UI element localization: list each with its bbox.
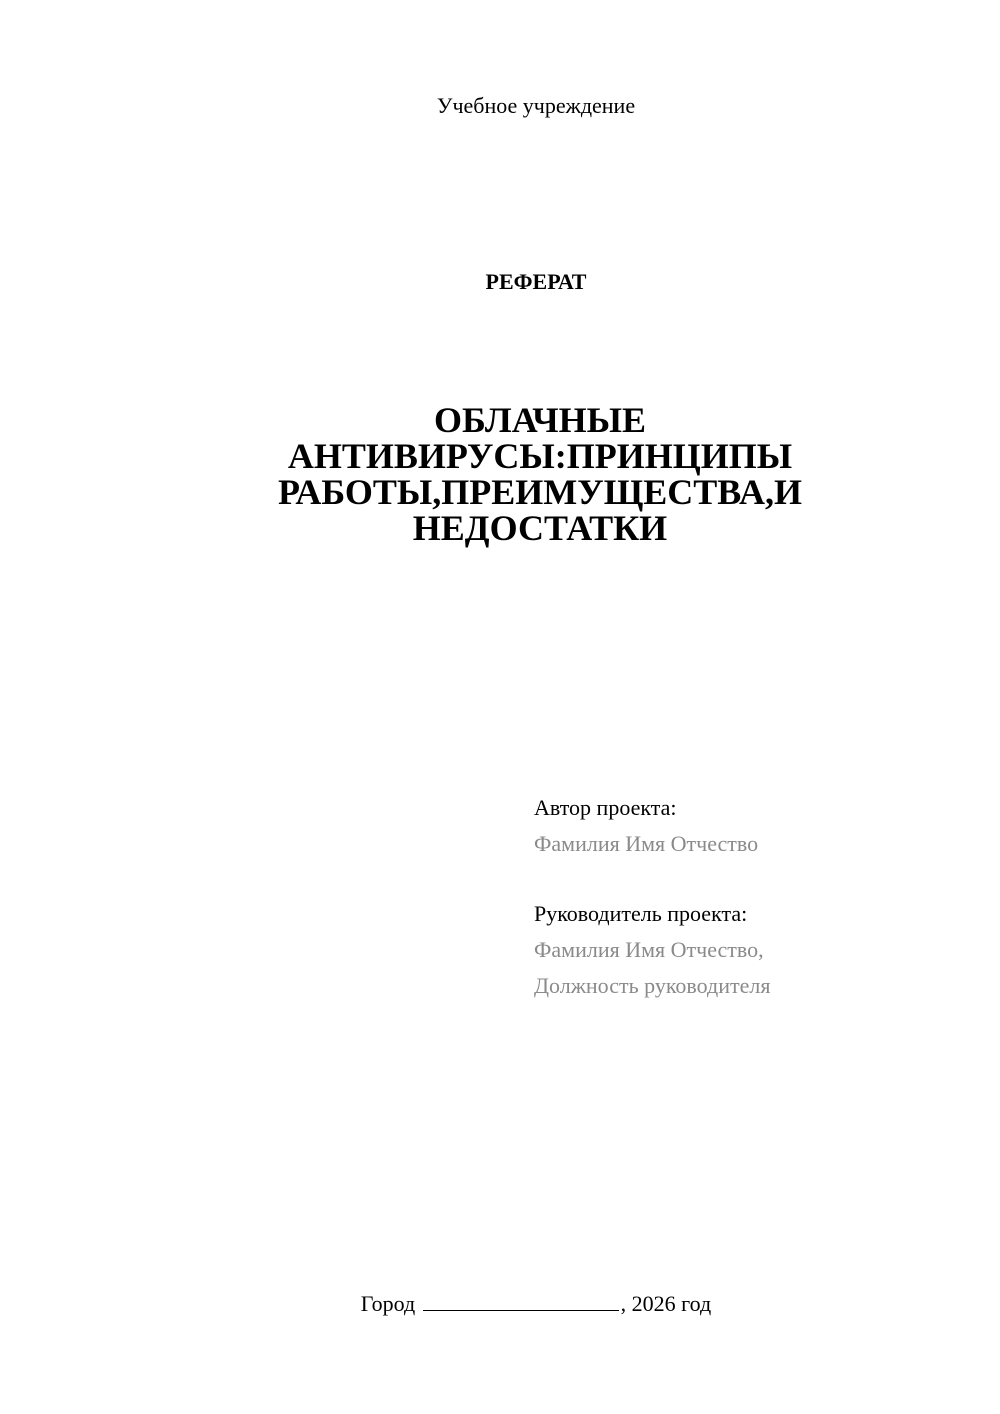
author-name: Фамилия Имя Отчество	[534, 831, 759, 856]
supervisor-name: Фамилия Имя Отчество,	[534, 937, 764, 962]
city-year-line	[0, 1290, 1000, 1318]
title-line-2: АНТИВИРУСЫ:ПРИНЦИПЫ	[287, 436, 793, 476]
supervisor-position: Должность руководителя	[534, 973, 771, 998]
credits-block	[534, 790, 954, 1004]
supervisor-label: Руководитель проекта:	[534, 901, 748, 926]
title-line-4: НЕДОСТАТКИ	[412, 508, 668, 548]
year-text: , 2026 год	[620, 1291, 712, 1316]
city-blank-line	[423, 1290, 619, 1311]
credits-spacer	[534, 862, 954, 896]
title-line-3: РАБОТЫ,ПРЕИМУЩЕСТВА,И	[277, 472, 802, 512]
city-label: Город	[360, 1291, 416, 1316]
title-line-1: ОБЛАЧНЫЕ	[433, 400, 647, 440]
document-type: РЕФЕРАТ	[485, 269, 587, 294]
author-label: Автор проекта:	[534, 795, 677, 820]
institution-name: Учебное учреждение	[436, 93, 636, 118]
document-title	[240, 402, 840, 546]
